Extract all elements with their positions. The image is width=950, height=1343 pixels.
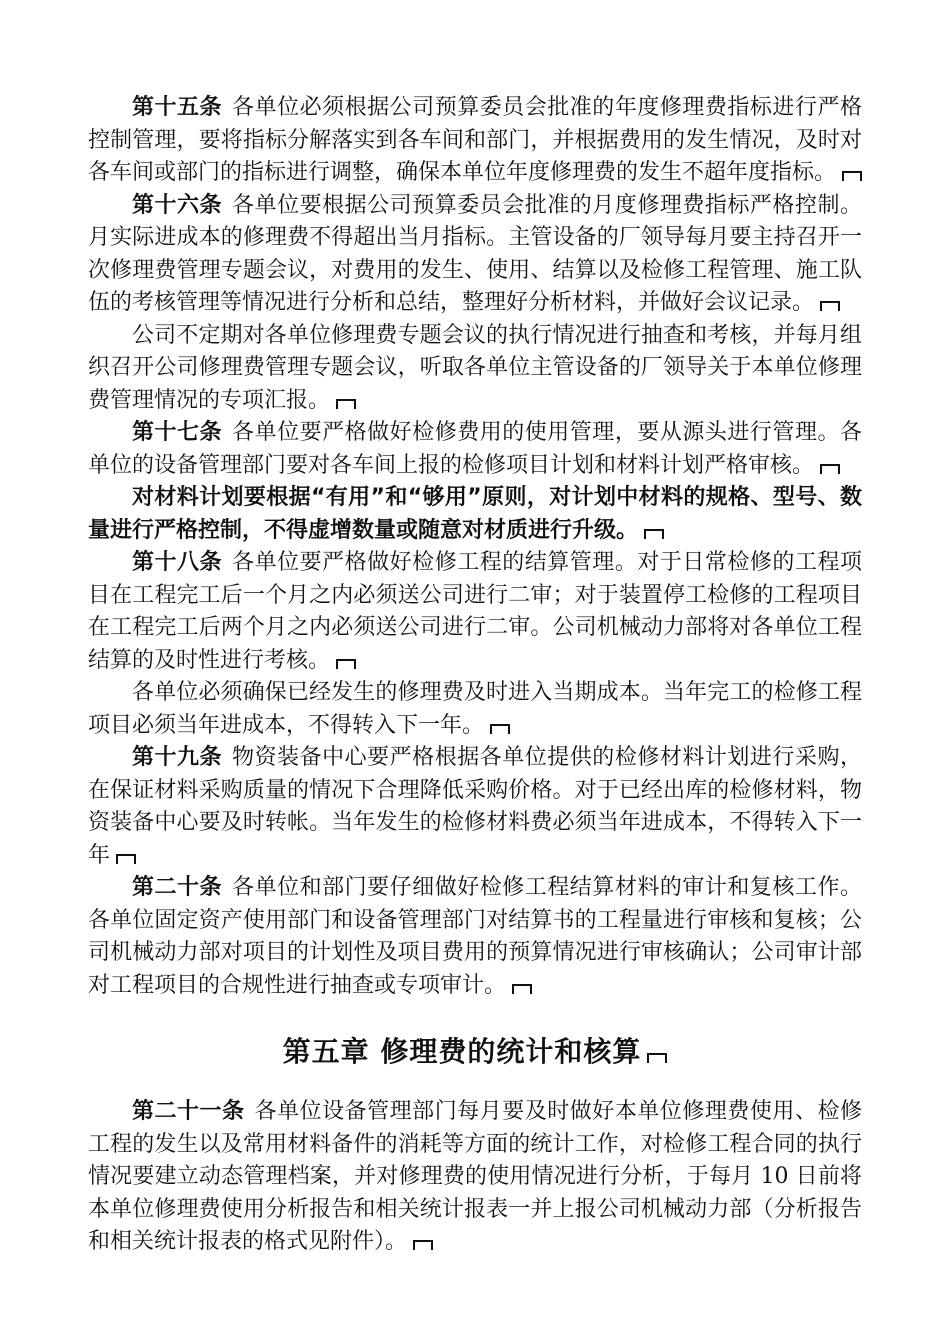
chapter-title [88,1032,862,1072]
paragraph-mark-icon [820,301,840,311]
article-18 [88,547,862,677]
paragraph-mark-icon [647,1053,667,1063]
paragraph-text: 各单位必须确保已经发生的修理费及时进入当期成本。当年完工的检修工程项目必须当年进成本，不得转入下一年。 [88,680,862,738]
paragraph-mark-icon [413,1240,433,1250]
article-17-continued [88,482,862,547]
article-label: 第二十一条 [132,1099,245,1124]
document-page [88,92,862,1259]
chapter-title-text: 第五章 修理费的统计和核算 [282,1035,642,1068]
article-text: 各单位必须根据公司预算委员会批准的年度修理费指标进行严格控制管理，要将指标分解落实到各车间和部门，并根据费用的发生情况，及时对各车间或部门的指标进行调整，确保本单位年度修理费的发生不超年度指标。 [88,95,862,185]
paragraph-text: 公司不定期对各单位修理费专题会议的执行情况进行抽查和考核，并每月组织召开公司修理费管理专题会议，听取各单位主管设备的厂领导关于本单位修理费管理情况的专项汇报。 [88,322,862,413]
article-label: 第十九条 [132,745,223,770]
article-16-continued [88,320,862,418]
paragraph-mark-icon [820,464,840,474]
article-15 [88,92,862,190]
article-label: 第十五条 [132,95,223,120]
article-label: 第二十条 [132,875,223,900]
article-16 [88,190,862,320]
article-text: 物资装备中心要严格根据各单位提供的检修材料计划进行采购，在保证材料采购质量的情况下合理降低采购价格。对于已经出库的检修材料，物资装备中心要及时转帐。当年发生的检修材料费必须当年进成本，不得转入下一年 [88,745,862,868]
article-text: 各单位要严格做好检修费用的使用管理，要从源头进行管理。各单位的设备管理部门要对各车间上报的检修项目计划和材料计划严格审核。 [88,420,862,478]
paragraph-mark-icon [336,399,356,409]
paragraph-mark-icon [644,529,664,539]
article-text: 各单位和部门要仔细做好检修工程结算材料的审计和复核工作。各单位固定资产使用部门和设备管理部门对结算书的工程量进行审核和复核；公司机械动力部对项目的计划性及项目费用的预算情况进行审核确认；公司审计部对工程项目的合规性进行抽查或专项审计。 [88,875,862,998]
article-text: 各单位设备管理部门每月要及时做好本单位修理费使用、检修工程的发生以及常用材料备件的消耗等方面的统计工作，对检修工程合同的执行情况要建立动态管理档案，并对修理费的使用情况进行分析，于每月 10 日前将本单位修理费使用分析报告和相关统计报表一并上报公司机械动力部（分析报告和相关统计报表的格式见附件）。 [88,1099,862,1254]
article-label: 第十六条 [132,192,223,218]
article-21 [88,1096,862,1259]
paragraph-mark-icon [116,854,136,864]
paragraph-mark-icon [512,984,532,994]
article-19 [88,742,862,872]
article-label: 第十八条 [132,550,223,575]
article-18-continued [88,677,862,742]
article-label: 第十七条 [132,420,223,445]
paragraph-mark-icon [336,659,356,669]
article-17 [88,417,862,482]
paragraph-mark-icon [842,171,862,181]
article-text: 各单位要严格做好检修工程的结算管理。对于日常检修的工程项目在工程完工后一个月之内必须送公司进行二审；对于装置停工检修的工程项目在工程完工后两个月之内必须送公司进行二审。公司机械动力部将对各单位工程结算的及时性进行考核。 [88,550,862,673]
paragraph-mark-icon [490,724,510,734]
article-text: 各单位要根据公司预算委员会批准的月度修理费指标严格控制。月实际进成本的修理费不得超出当月指标。主管设备的厂领导每月要主持召开一次修理费管理专题会议，对费用的发生、使用、结算以及检修工程管理、施工队伍的考核管理等情况进行分析和总结，整理好分析材料，并做好会议记录。 [88,192,862,315]
paragraph-text: 对材料计划要根据“有用”和“够用”原则，对计划中材料的规格、型号、数量进行严格控制，不得虚增数量或随意对材质进行升级。 [88,485,862,543]
article-20 [88,872,862,1002]
